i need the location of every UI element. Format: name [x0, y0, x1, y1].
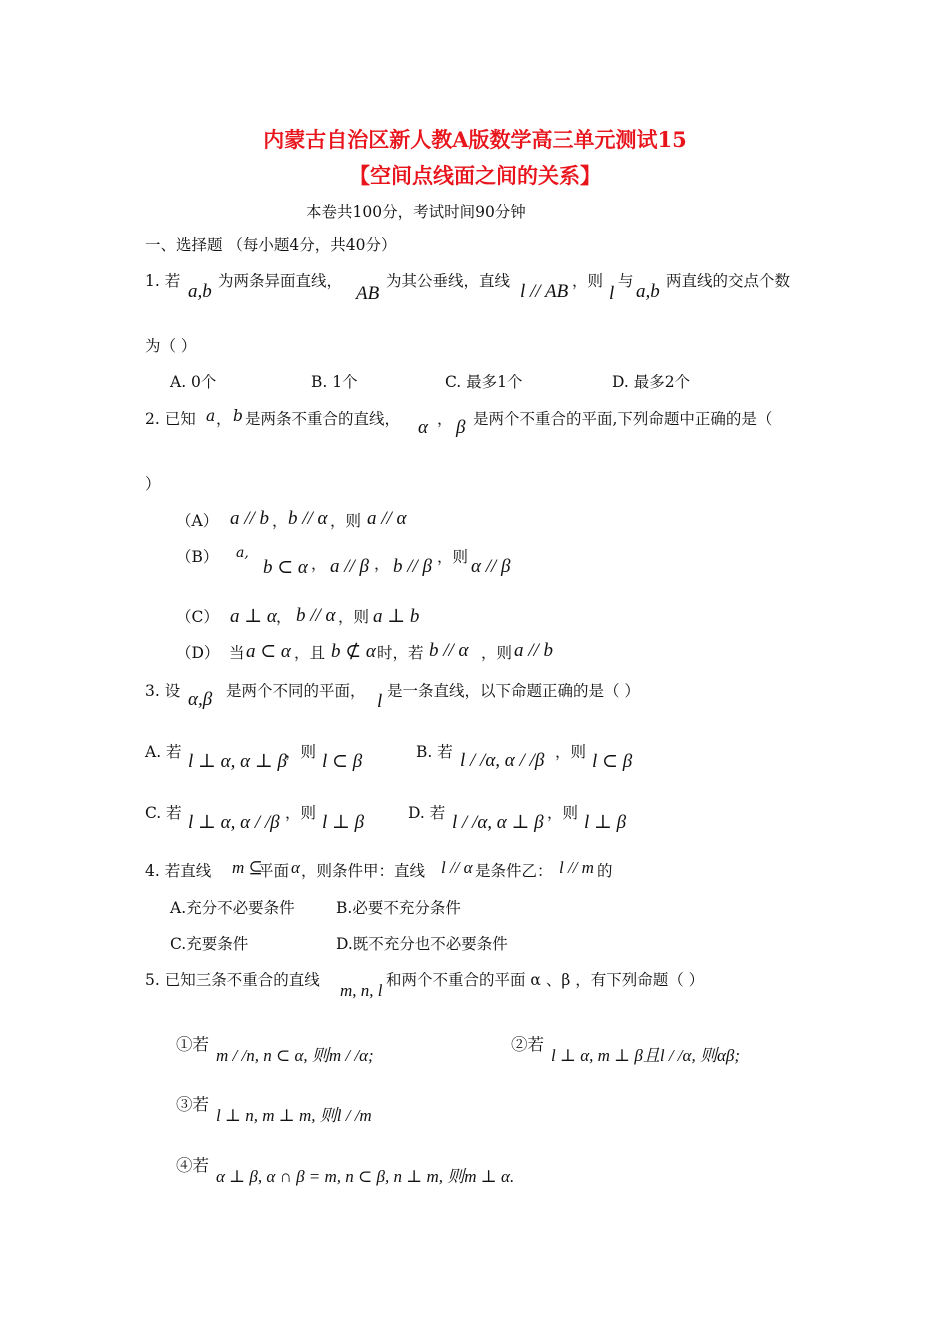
q2-text: ， — [276, 608, 292, 626]
q4-text: 的 — [597, 862, 613, 880]
q2-text: 是两个不重合的平面,下列命题中正确的是（ — [473, 410, 773, 428]
q2-text: ，则 — [437, 548, 469, 566]
q1-text: 为两条异面直线， — [218, 272, 343, 290]
q2-text: 2. 已知 — [145, 410, 196, 428]
q4-option-c: C.充要条件 — [170, 935, 249, 953]
q2-math: a // b — [514, 640, 554, 661]
q3-math: α,β — [188, 689, 213, 710]
q4-math: l // α — [441, 858, 473, 877]
q1-math: a,b — [188, 281, 212, 302]
q2-math: α — [418, 417, 428, 438]
q5-text: 5. 已知三条不重合的直线 — [145, 971, 320, 989]
q1-text: 与 — [618, 272, 634, 290]
q3-option-c-label: C. 若 — [145, 804, 182, 822]
q2-text: a, — [236, 545, 249, 561]
page-title: 内蒙古自治区新人教A版数学高三单元测试15 — [263, 127, 687, 152]
exam-info: 本卷共100分，考试时间90分钟 — [306, 203, 526, 221]
q3-option-d-label: D. 若 — [408, 804, 446, 822]
q4-math: m ⊆ — [232, 858, 263, 877]
q4-text: 是条件乙： — [475, 862, 553, 880]
q1-text: 两直线的交点个数 — [666, 272, 791, 290]
q3-math: l — [377, 691, 383, 712]
q2-option-b-label: （B） — [176, 548, 219, 566]
q2-text: a — [206, 407, 216, 425]
q2-math: a // β — [330, 556, 370, 577]
q1-option-a: A. 0个 — [170, 373, 217, 391]
q2-text: ） — [145, 475, 161, 493]
q4-text: 平面 — [258, 862, 290, 880]
q5-proposition-1-label: ①若 — [176, 1035, 209, 1054]
q2-option-c-label: （C） — [176, 608, 219, 626]
q4-math: α — [291, 858, 300, 877]
q1-option-d: D. 最多2个 — [612, 373, 691, 391]
q5-proposition-1: m / /n, n ⊂ α, 则m / /α; — [216, 1046, 374, 1065]
q3-text: ，则 — [285, 804, 317, 822]
q5-proposition-3: l ⊥ n, m ⊥ m, 则l / /m — [216, 1106, 372, 1125]
q3-math: l / /α, α / /β — [460, 750, 545, 771]
q5-proposition-2: l ⊥ α, m ⊥ β且l / /α, 则αβ; — [551, 1046, 741, 1065]
q3-option-b-label: B. 若 — [416, 743, 453, 761]
q2-option-d-label: （D） — [176, 644, 220, 662]
q1-text: 为（ ） — [145, 337, 197, 355]
q2-text: ，且 — [294, 644, 326, 662]
q4-option-d: D.既不充分也不必要条件 — [336, 935, 508, 953]
q1-math: l // AB — [520, 281, 569, 302]
q4-option-b: B.必要不充分条件 — [336, 899, 461, 917]
q2-math: b // α — [288, 508, 328, 529]
q3-text: 是一条直线，以下命题正确的是（ ） — [387, 682, 640, 700]
q2-math: b ⊄ α — [331, 641, 376, 662]
section-heading: 一、选择题 （每小题4分，共40分） — [145, 236, 397, 254]
q5-text: 和两个不重合的平面 α 、β ，有下列命题（ ） — [386, 971, 705, 989]
q2-text: ， — [272, 512, 288, 530]
q5-math: m, n, l — [340, 981, 383, 1000]
q2-math: b ⊂ α — [263, 557, 308, 578]
q3-text: 3. 设 — [145, 682, 181, 700]
q4-text: ，则条件甲：直线 — [301, 862, 426, 880]
q2-text: ，则 — [330, 512, 362, 530]
q3-math: l ⊥ α, α / /β — [188, 812, 280, 833]
q2-math: a ⊂ α — [246, 641, 291, 662]
q5-proposition-4: α ⊥ β, α ∩ β = m, n ⊂ β, n ⊥ m, 则m ⊥ α. — [216, 1167, 515, 1186]
q2-text: ， — [374, 555, 390, 573]
q1-text: 为其公垂线，直线 — [386, 272, 511, 290]
q5-proposition-3-label: ③若 — [176, 1095, 209, 1114]
q1-option-b: B. 1个 — [311, 373, 358, 391]
q2-text: ， — [437, 410, 453, 428]
q2-math: a // α — [367, 508, 407, 529]
q2-option-a-label: （A） — [176, 512, 219, 530]
q2-math: a // b — [230, 508, 270, 529]
q3-text: ，则 — [555, 743, 587, 761]
q3-math: l ⊥ β — [584, 812, 627, 833]
q3-math: l ⊂ β — [592, 751, 633, 772]
q1-math: l — [609, 283, 615, 304]
q3-text: 是两个不同的平面， — [226, 682, 366, 700]
q3-text: ，则 — [285, 743, 317, 761]
q2-math: b // α — [296, 605, 336, 626]
page-subtitle: 【空间点线面之间的关系】 — [349, 163, 601, 188]
q1-text: 1. 若 — [145, 272, 181, 290]
q2-math: α // β — [471, 556, 511, 577]
q2-text: 时，若 — [377, 644, 424, 662]
q3-math: l / /α, α ⊥ β — [452, 812, 544, 833]
q2-math: b // α — [429, 640, 469, 661]
q2-math: a ⊥ α — [230, 606, 277, 627]
q1-math: a,b — [636, 281, 660, 302]
q2-text: ，则 — [481, 644, 513, 662]
q3-math: l ⊥ α, α ⊥ β — [188, 751, 287, 772]
q4-math: l // m — [559, 858, 594, 877]
q3-math: l ⊥ β — [322, 812, 365, 833]
q2-text: b — [233, 407, 243, 425]
q3-text: ，则 — [547, 804, 579, 822]
q1-option-c: C. 最多1个 — [445, 373, 523, 391]
q2-math: β — [456, 417, 466, 438]
q2-text: ，则 — [338, 608, 370, 626]
q1-math: AB — [356, 283, 380, 304]
q4-option-a: A.充分不必要条件 — [170, 899, 295, 917]
q2-text: 当 — [229, 644, 245, 662]
q2-text: ， — [216, 410, 232, 428]
q5-proposition-2-label: ②若 — [511, 1035, 544, 1054]
q5-proposition-4-label: ④若 — [176, 1156, 209, 1175]
q4-text: 4. 若直线 — [145, 862, 212, 880]
q1-text: ，则 — [572, 272, 604, 290]
q2-math: a ⊥ b — [373, 606, 420, 627]
q2-math: b // β — [393, 556, 433, 577]
q3-option-a-label: A. 若 — [145, 743, 182, 761]
q2-text: ， — [311, 555, 327, 573]
q3-math: l ⊂ β — [322, 751, 363, 772]
q2-text: 是两条不重合的直线， — [245, 410, 401, 428]
